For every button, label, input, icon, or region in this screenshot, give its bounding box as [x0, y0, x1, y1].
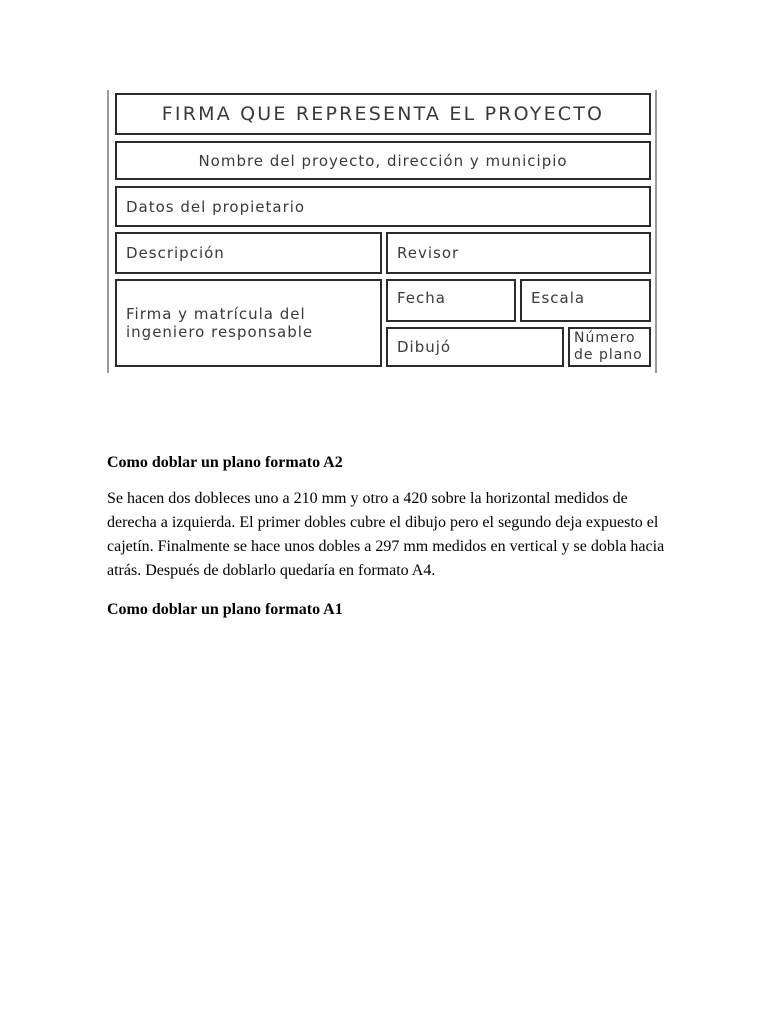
firma-label: FIRMA QUE REPRESENTA EL PROYECTO	[161, 103, 605, 125]
ingeniero-label: Firma y matrícula del ingeniero responsable	[126, 305, 314, 341]
cell-fecha	[386, 279, 516, 322]
cell-dibujo	[386, 327, 564, 367]
datos-label: Datos del propietario	[126, 197, 306, 216]
heading-a1: Como doblar un plano formato A1	[107, 601, 343, 618]
cell-nombre-proyecto	[115, 141, 651, 180]
cell-escala	[520, 279, 651, 322]
paragraph-a2: Se hacen dos dobleces uno a 210 mm y otro a 420 sobre la horizontal medidos de derecha a izquierda. El primer dobles cubre el dibujo pero el segundo deja expuesto el cajetín. Finalmente se hace unos dobles a 297 mm medidos en vertical y se dobla hacia atrás. Después de doblarlo quedaría en formato A4.	[107, 490, 665, 579]
cell-numero-plano	[568, 327, 651, 367]
cell-ingeniero	[115, 279, 382, 367]
cell-firma	[115, 93, 651, 135]
cell-revisor	[386, 232, 651, 274]
dibujo-label: Dibujó	[397, 338, 452, 356]
cell-descripcion	[115, 232, 382, 274]
fecha-label: Fecha	[397, 289, 446, 307]
heading-a2: Como doblar un plano formato A2	[107, 454, 343, 471]
cell-datos-propietario	[115, 186, 651, 227]
descripcion-label: Descripción	[126, 244, 225, 262]
numero-label: Número de plano	[574, 330, 643, 363]
title-block-image	[107, 90, 657, 373]
escala-label: Escala	[531, 289, 586, 307]
nombre-label: Nombre del proyecto, dirección y municipio	[198, 151, 568, 170]
revisor-label: Revisor	[397, 244, 460, 262]
